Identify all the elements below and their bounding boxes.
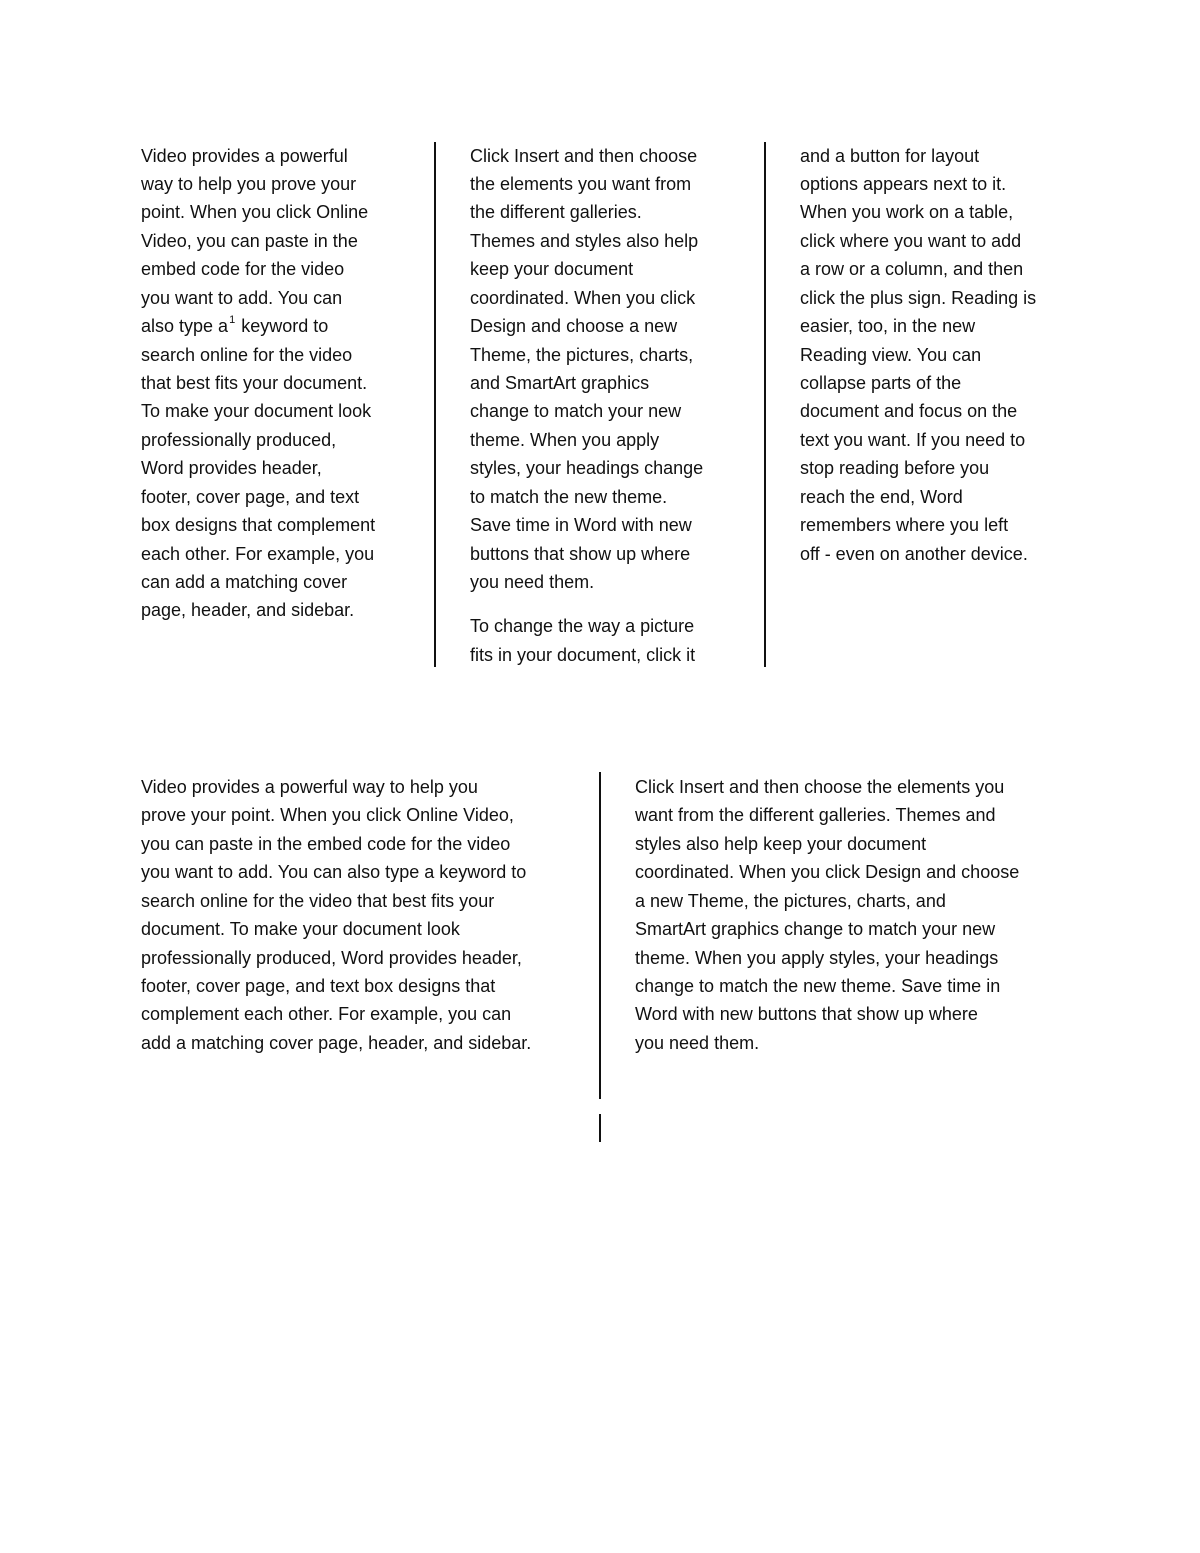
text-line: way to help you prove your <box>141 174 357 194</box>
text-line: want from the different galleries. Themes and <box>635 805 996 825</box>
text-line: SmartArt graphics change to match your new <box>635 919 996 939</box>
text-line: buttons that show up where <box>470 544 691 564</box>
text-line: footer, cover page, and text box designs that <box>141 976 496 996</box>
text-line: styles also help keep your document <box>635 834 927 854</box>
text-line: keep your document <box>470 259 634 279</box>
text-line: text you want. If you need to <box>800 430 1026 450</box>
text-line: easier, too, in the new <box>800 316 976 336</box>
text-line: footer, cover page, and text <box>141 487 360 507</box>
text-segment: also type a <box>141 316 229 336</box>
text-line: embed code for the video <box>141 259 345 279</box>
text-segment: keyword to <box>241 316 329 336</box>
text-line: you can paste in the embed code for the video <box>141 834 511 854</box>
text-line: Word with new buttons that show up where <box>635 1004 978 1024</box>
text-line: a row or a column, and then <box>800 259 1024 279</box>
text-line: professionally produced, <box>141 430 337 450</box>
text-line: can add a matching cover <box>141 572 348 592</box>
text-line: to match the new theme. <box>470 487 668 507</box>
text-line: and SmartArt graphics <box>470 373 650 393</box>
text-line: you want to add. You can <box>141 288 343 308</box>
text-line: change to match the new theme. Save time in <box>635 976 1001 996</box>
text-line: Themes and styles also help <box>470 231 699 251</box>
text-line: Design and choose a new <box>470 316 678 336</box>
text-line: and a button for layout <box>800 146 980 166</box>
text-line: prove your point. When you click Online Video, <box>141 805 514 825</box>
text-line: Theme, the pictures, charts, <box>470 345 694 365</box>
text-line: To make your document look <box>141 401 372 421</box>
text-line: off - even on another device. <box>800 544 1028 564</box>
text-line: the elements you want from <box>470 174 692 194</box>
column-separator <box>764 142 766 667</box>
text-line: complement each other. For example, you can <box>141 1004 512 1024</box>
text-line: click where you want to add <box>800 231 1022 251</box>
text-line: Video provides a powerful way to help you <box>141 777 478 797</box>
text-line: Click Insert and then choose <box>470 146 698 166</box>
text-line: theme. When you apply styles, your headings <box>635 948 999 968</box>
text-line: a new Theme, the pictures, charts, and <box>635 891 946 911</box>
footnote-reference[interactable]: 1 <box>229 314 236 326</box>
text-line: remembers where you left <box>800 515 1009 535</box>
text-line: Video provides a powerful <box>141 146 348 166</box>
text-line: theme. When you apply <box>470 430 660 450</box>
text-line: reach the end, Word <box>800 487 963 507</box>
text-line: stop reading before you <box>800 458 990 478</box>
text-line: Save time in Word with new <box>470 515 692 535</box>
text-line: you need them. <box>470 572 595 592</box>
column-separator <box>599 772 601 1099</box>
text-line: To change the way a picture <box>470 616 695 636</box>
text-line: options appears next to it. <box>800 174 1007 194</box>
text-line: box designs that complement <box>141 515 376 535</box>
text-line: document and focus on the <box>800 401 1018 421</box>
text-line: each other. For example, you <box>141 544 375 564</box>
text-line: search online for the video <box>141 345 353 365</box>
text-line: you want to add. You can also type a keyword to <box>141 862 527 882</box>
text-line: collapse parts of the <box>800 373 962 393</box>
text-line: change to match your new <box>470 401 682 421</box>
text-line: coordinated. When you click Design and choose <box>635 862 1020 882</box>
text-line: search online for the video that best fits your <box>141 891 495 911</box>
text-line: click the plus sign. Reading is <box>800 288 1037 308</box>
text-line: page, header, and sidebar. <box>141 600 355 620</box>
text-line: that best fits your document. <box>141 373 368 393</box>
text-line: point. When you click Online <box>141 202 369 222</box>
text-line: professionally produced, Word provides header, <box>141 948 522 968</box>
column-separator <box>434 142 436 667</box>
text-line: you need them. <box>635 1033 760 1053</box>
text-line: coordinated. When you click <box>470 288 696 308</box>
text-line: Reading view. You can <box>800 345 982 365</box>
text-line: document. To make your document look <box>141 919 460 939</box>
text-line: add a matching cover page, header, and sidebar. <box>141 1033 532 1053</box>
text-line: the different galleries. <box>470 202 642 222</box>
text-line: Click Insert and then choose the elements you <box>635 777 1005 797</box>
text-line: Video, you can paste in the <box>141 231 358 251</box>
column-separator <box>599 1114 601 1142</box>
text-line: Word provides header, <box>141 458 322 478</box>
text-line-with-footnote <box>141 312 328 340</box>
text-line: When you work on a table, <box>800 202 1014 222</box>
text-line: styles, your headings change <box>470 458 704 478</box>
text-line: fits in your document, click it <box>470 645 696 665</box>
